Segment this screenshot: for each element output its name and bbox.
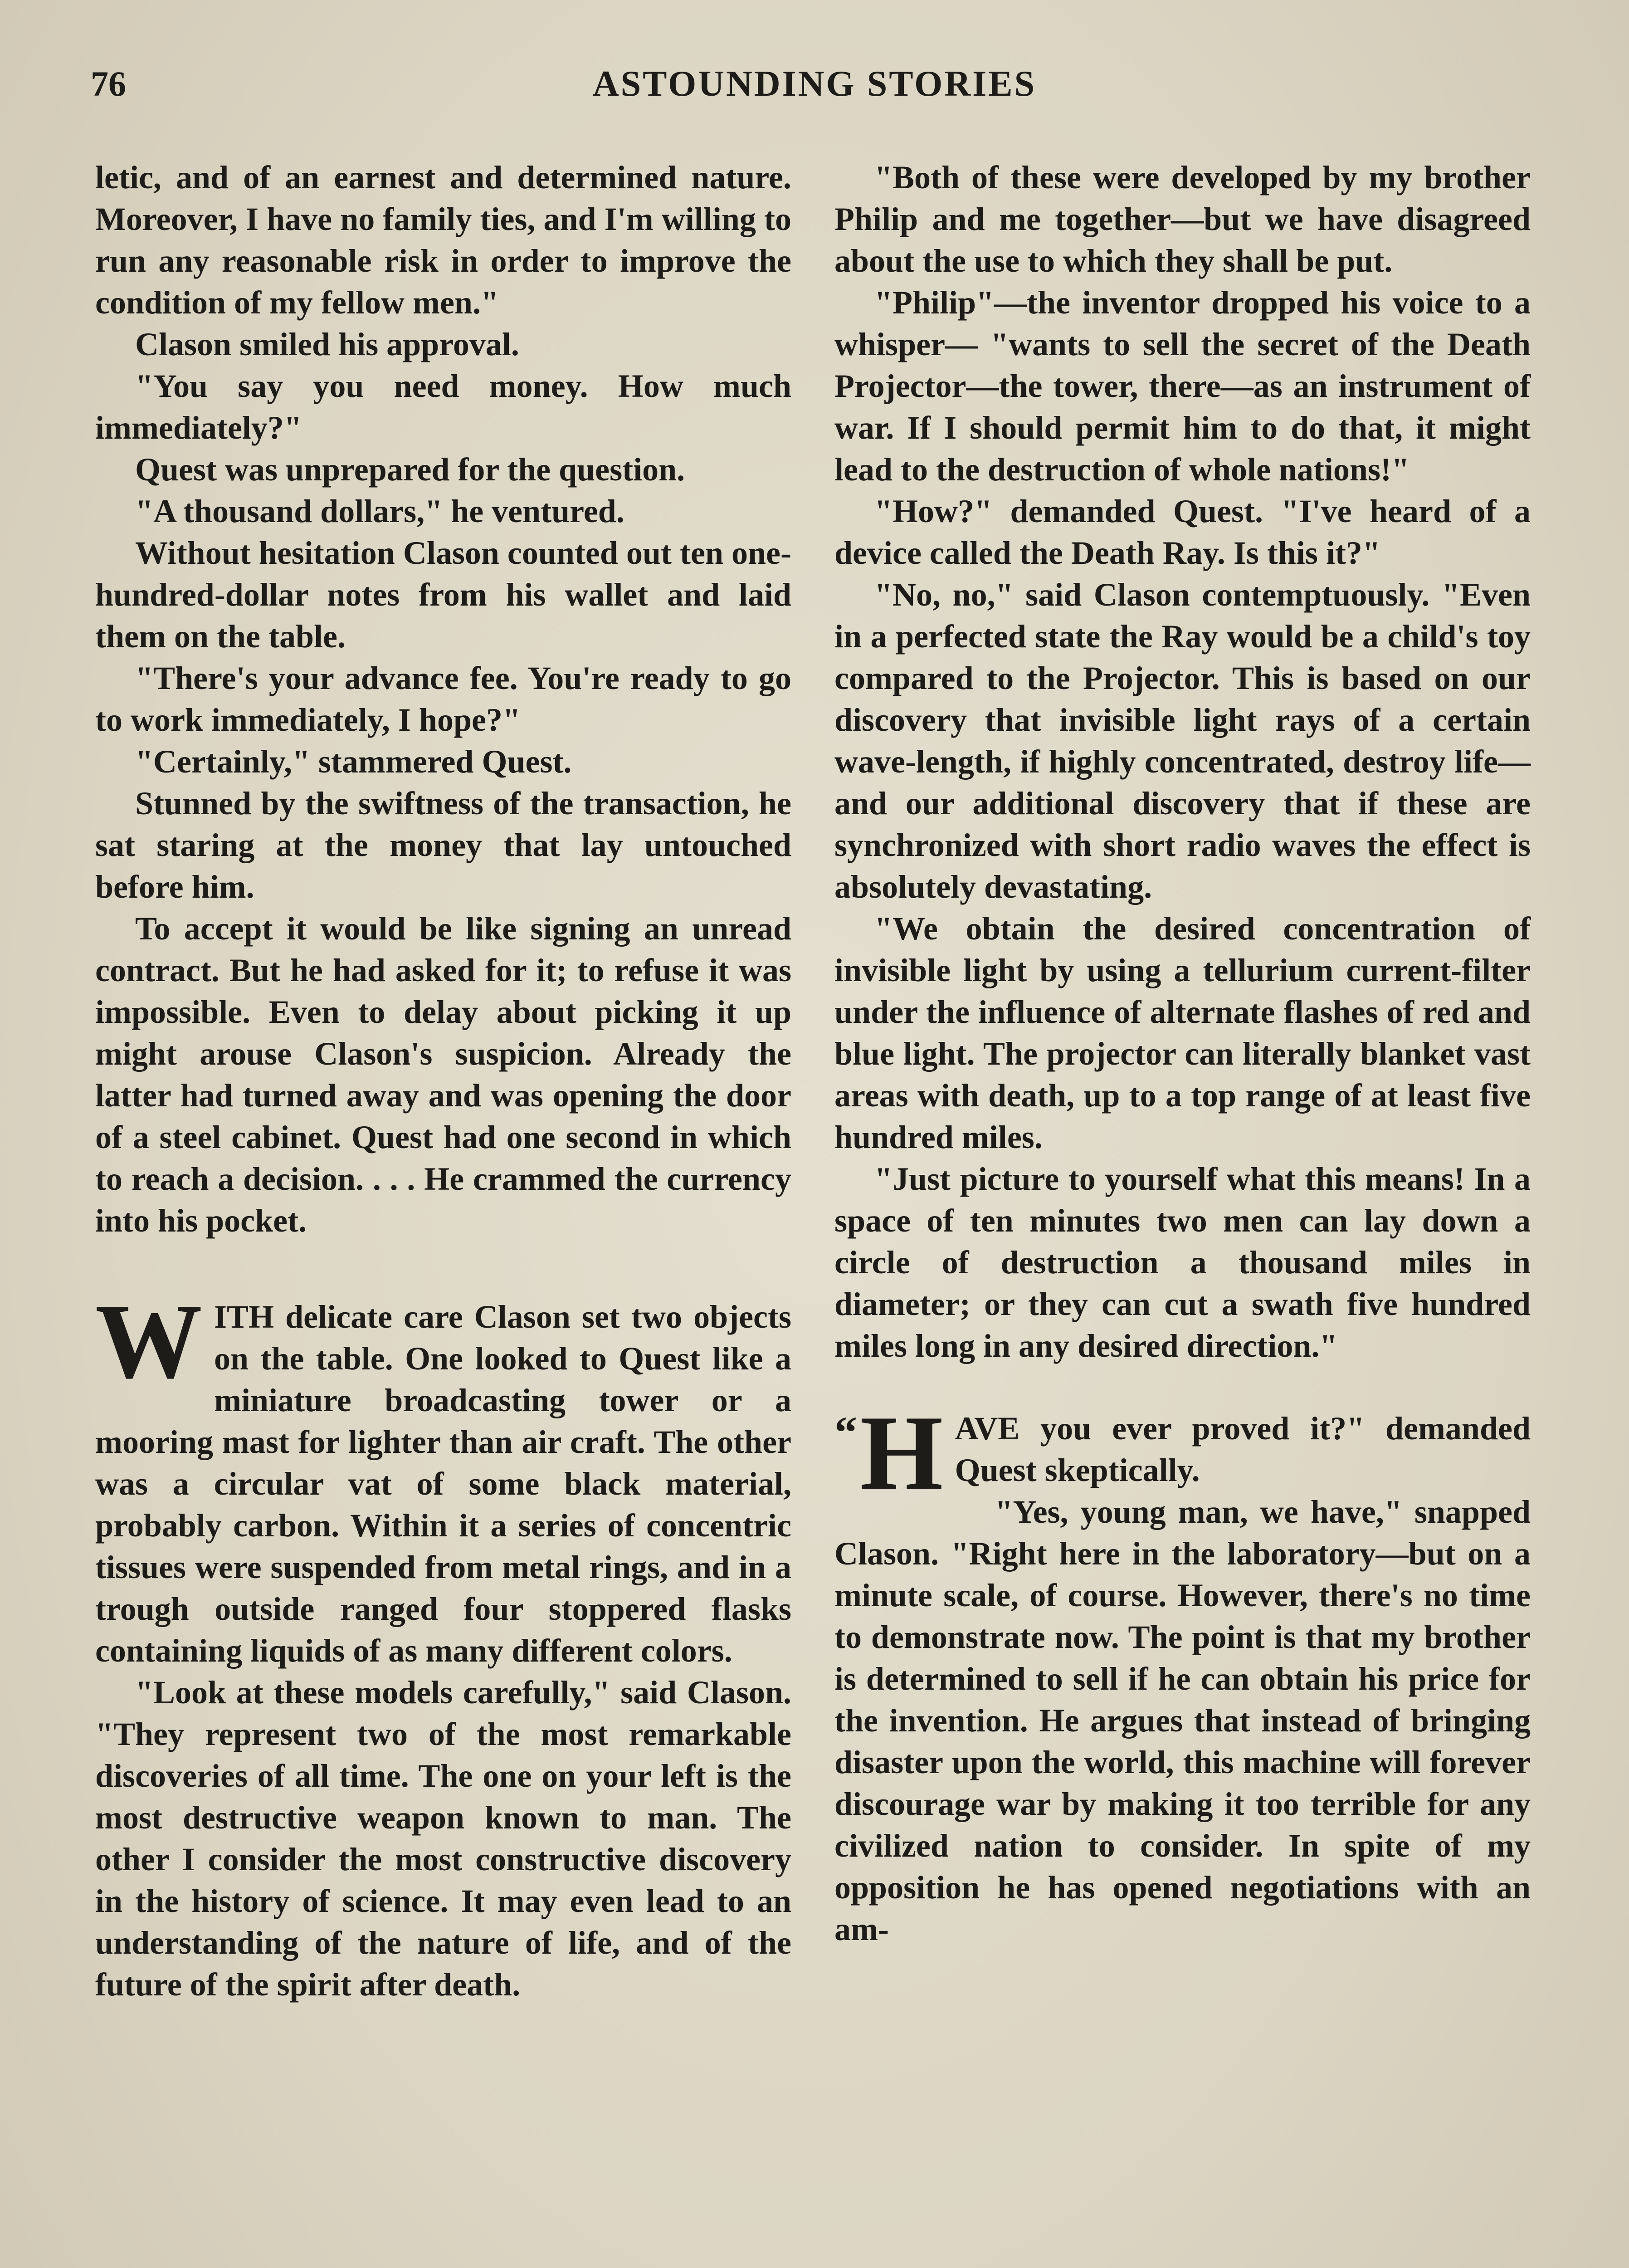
paragraph: "Philip"—the inventor dropped his voice to a whisper— "wants to sell the secret of the Death Projector—the tower, there—as an instrument of war. If I should permit him to do that, it might lead to the destruction of whole nations!" [834, 284, 1531, 488]
section-opening-text: ITH delicate care Clason set two objects on the table. One looked to Quest like a miniature broadcasting tower or a mooring mast for lighter than air craft. The other was a circular vat of some black material, probably carbon. Within it a series of concentric tissues were suspended from metal rings, and in a trough outside ranged four stoppered flasks containing liquids of as many different colors. [95, 1299, 791, 1669]
drop-cap: H [860, 1394, 943, 1512]
paragraph: "We obtain the desired concentration of invisible light by using a tellurium current-filter under the influence of alternate flashes of red and blue light. The projector can literally blanket vast areas with death, up to a top range of at least five hundred miles. [834, 910, 1531, 1155]
paragraph: "How?" demanded Quest. "I've heard of a device called the Death Ray. Is this it?" [834, 493, 1531, 571]
paragraph: To accept it would be like signing an unread contract. But he had asked for it; to refuse it was impossible. Even to delay about picking it up might arouse Clason's suspicion. Already the latter had turned away and was opening the door of a steel cabinet. Quest had one second in which to reach a decision. . . . He crammed the currency into his pocket. [95, 910, 791, 1239]
paragraph: Quest was unprepared for the question. [135, 451, 685, 488]
page-number: 76 [91, 64, 126, 103]
paragraph: "You say you need money. How much immediately?" [95, 368, 791, 446]
paragraph: Without hesitation Clason counted out ten one-hundred-dollar notes from his wallet and laid them on the table. [95, 535, 791, 655]
paragraph: "No, no," said Clason contemptuously. "Even in a perfected state the Ray would be a child's toy compared to the Projector. This is based on our discovery that invisible light rays of a certain wave-length, if highly concentrated, destroy life—and our additional discovery that if these are synchronized with short radio waves the effect is absolutely devastating. [834, 577, 1531, 905]
paragraph: "Yes, young man, we have," snapped Clason. "Right here in the laboratory—but on a minute scale, of course. However, there's no time to demonstrate now. The point is that my brother is determined to sell if he can obtain his price for the invention. He argues that instead of bringing disaster upon the world, this machine will forever discourage war by making it too terrible for any civilized nation to consider. In spite of my opposition he has opened negotiations with an am- [834, 1494, 1531, 1947]
section-opening-paragraph [834, 1394, 1531, 1512]
paragraph: "Just picture to yourself what this means! In a space of ten minutes two men can lay down a circle of destruction a thousand miles in diameter; or they can cut a swath five hundred miles long in any desired direction." [834, 1161, 1531, 1364]
right-column [834, 156, 1531, 1950]
page-header [0, 64, 1629, 122]
paragraph: letic, and of an earnest and determined nature. Moreover, I have no family ties, and I'm willing to run any reasonable risk in order to improve the condition of my fellow men." [95, 159, 791, 321]
paragraph: "Certainly," stammered Quest. [135, 743, 572, 780]
paragraph: "A thousand dollars," he ventured. [135, 493, 624, 529]
drop-cap: W [95, 1282, 202, 1401]
section-opening-text: AVE you ever proved it?" demanded Quest skeptically. [955, 1410, 1531, 1488]
paragraph: "Look at these models carefully," said Clason. "They represent two of the most remarkable discoveries of all time. The one on your left is the most destructive weapon known to man. The other I consider the most constructive discovery in the history of science. It may even lead to an understanding of the nature of life, and of the future of the spirit after death. [95, 1674, 791, 2003]
paragraph: Clason smiled his approval. [135, 326, 519, 362]
paragraph: Stunned by the swiftness of the transaction, he sat staring at the money that lay untouched before him. [95, 785, 791, 905]
opening-quote: “ [834, 1407, 857, 1457]
section-opening-paragraph [95, 1282, 791, 1672]
left-column [95, 156, 791, 2005]
paragraph: "Both of these were developed by my brother Philip and me together—but we have disagreed about the use to which they shall be put. [834, 159, 1531, 279]
running-head: ASTOUNDING STORIES [592, 64, 1037, 104]
paragraph: "There's your advance fee. You're ready to go to work immediately, I hope?" [95, 660, 791, 738]
